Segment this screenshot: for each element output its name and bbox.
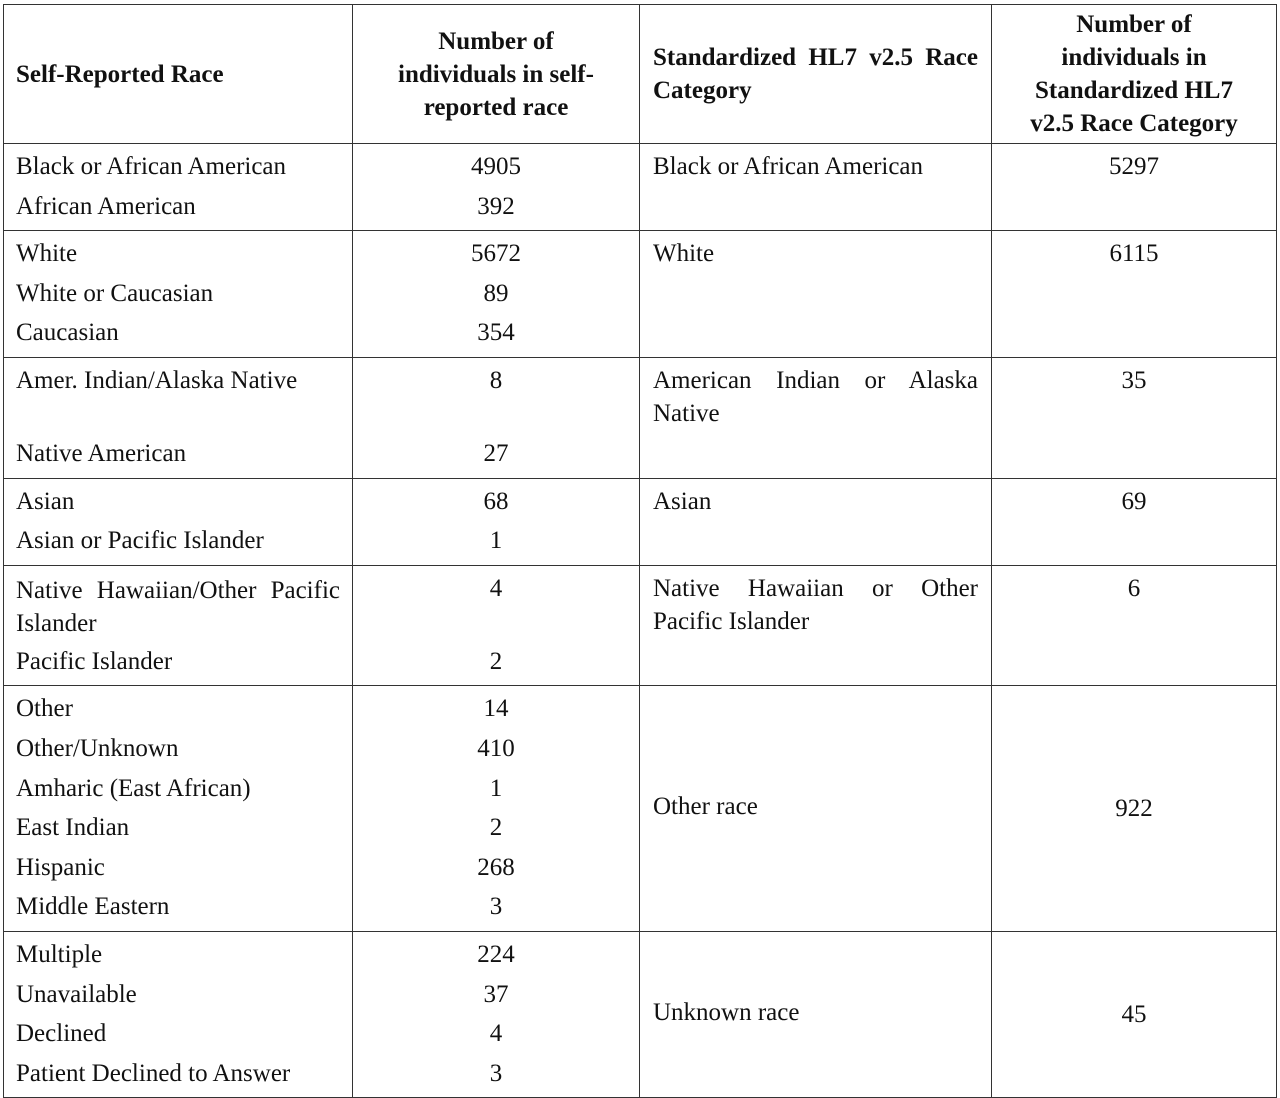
- race-entry: Other/Unknown: [16, 734, 179, 762]
- count-entry: 1: [489, 774, 503, 802]
- count-entry: 3: [489, 1059, 503, 1087]
- standardized-category-cell: [640, 231, 992, 358]
- category-label: Native Hawaiian or Other Pacific Islander: [653, 574, 978, 635]
- table-row: [4, 478, 1277, 565]
- race-entry: Hispanic: [16, 853, 105, 881]
- header-standardized-category: Standardized HL7 v2.5 Race Category: [640, 5, 992, 144]
- count-entry: 392: [477, 192, 515, 220]
- count-entry: 224: [477, 940, 515, 968]
- race-entry: Pacific Islander: [16, 647, 173, 675]
- count-entry: 1: [489, 527, 503, 555]
- count-entry: 268: [477, 853, 515, 881]
- race-entry: African American: [16, 192, 196, 220]
- self-reported-race-cell: [4, 686, 353, 932]
- count-entry: 8: [489, 366, 503, 394]
- count-entry: 3: [489, 893, 503, 921]
- table-row: [4, 144, 1277, 231]
- count-entry: 410: [477, 734, 515, 762]
- standardized-category-cell: [640, 357, 992, 478]
- self-reported-count-cell: [353, 686, 640, 932]
- table-row: [4, 686, 1277, 932]
- count-entry: 14: [483, 695, 509, 723]
- header-self-reported-count: Number of individuals in self-reported race: [353, 5, 640, 144]
- category-label: American Indian or Alaska Native: [653, 366, 978, 427]
- count-entry: 4905: [471, 153, 521, 180]
- race-entry: Declined: [16, 1020, 107, 1048]
- race-entry: East Indian: [16, 814, 130, 842]
- standardized-count-cell: 922: [992, 686, 1277, 932]
- race-entry: Black or African American: [16, 153, 287, 180]
- self-reported-race-cell: [4, 357, 353, 478]
- count-entry: 37: [483, 980, 509, 1008]
- race-entry: White: [16, 240, 78, 268]
- race-entry: Amharic (East African): [16, 774, 251, 802]
- self-reported-race-cell: [4, 565, 353, 686]
- header-row: [4, 5, 1277, 144]
- count-entry: 354: [477, 319, 515, 347]
- self-reported-count-cell: [353, 357, 640, 478]
- race-entry: Native American: [16, 439, 187, 467]
- standardized-category-cell: [640, 144, 992, 231]
- standardized-category-cell: [640, 565, 992, 686]
- self-reported-count-cell: [353, 231, 640, 358]
- race-entry: Patient Declined to Answer: [16, 1059, 291, 1087]
- standardized-count-cell: 6: [992, 565, 1277, 686]
- count-entry: 4: [489, 1020, 503, 1048]
- race-mapping-table: [3, 4, 1277, 1098]
- count-entry: 2: [489, 647, 503, 675]
- count-entry: 5672: [471, 240, 521, 268]
- table-row: [4, 565, 1277, 686]
- header-self-reported-race: Self-Reported Race: [4, 5, 353, 144]
- standardized-count-cell: 69: [992, 478, 1277, 565]
- category-label: White: [653, 240, 715, 268]
- self-reported-count-cell: [353, 931, 640, 1097]
- self-reported-race-cell: [4, 478, 353, 565]
- race-entry: Caucasian: [16, 319, 119, 347]
- race-entry: Unavailable: [16, 980, 137, 1008]
- standardized-count-cell: 6115: [992, 231, 1277, 358]
- standardized-category-cell: Other race: [640, 686, 992, 932]
- race-entry: Multiple: [16, 940, 103, 968]
- count-entry: 89: [483, 279, 509, 307]
- self-reported-race-cell: [4, 144, 353, 231]
- count-entry: 4: [489, 574, 503, 602]
- race-entry: Native Hawaiian/Other Pacific Islander: [16, 576, 340, 637]
- category-label: Asian: [653, 487, 712, 515]
- table-row: [4, 931, 1277, 1097]
- race-entry: White or Caucasian: [16, 279, 214, 307]
- race-entry: Other: [16, 695, 73, 723]
- category-label: Black or African American: [653, 153, 924, 180]
- standardized-count-cell: 45: [992, 931, 1277, 1097]
- count-entry: 27: [483, 439, 509, 467]
- race-entry: Amer. Indian/Alaska Native: [16, 366, 298, 394]
- standardized-count-cell: 5297: [992, 144, 1277, 231]
- standardized-count-cell: 35: [992, 357, 1277, 478]
- table-row: [4, 357, 1277, 478]
- self-reported-race-cell: [4, 931, 353, 1097]
- self-reported-count-cell: [353, 144, 640, 231]
- table-row: [4, 231, 1277, 358]
- race-entry: Middle Eastern: [16, 893, 170, 921]
- count-entry: 68: [483, 487, 509, 515]
- race-entry: Asian: [16, 487, 75, 515]
- self-reported-count-cell: [353, 565, 640, 686]
- standardized-category-cell: [640, 478, 992, 565]
- header-standardized-count: Number of individuals in Standardized HL7 v2.5 Race Category: [992, 5, 1277, 144]
- count-entry: 2: [489, 814, 503, 842]
- standardized-category-cell: Unknown race: [640, 931, 992, 1097]
- self-reported-count-cell: [353, 478, 640, 565]
- self-reported-race-cell: [4, 231, 353, 358]
- race-entry: Asian or Pacific Islander: [16, 527, 264, 555]
